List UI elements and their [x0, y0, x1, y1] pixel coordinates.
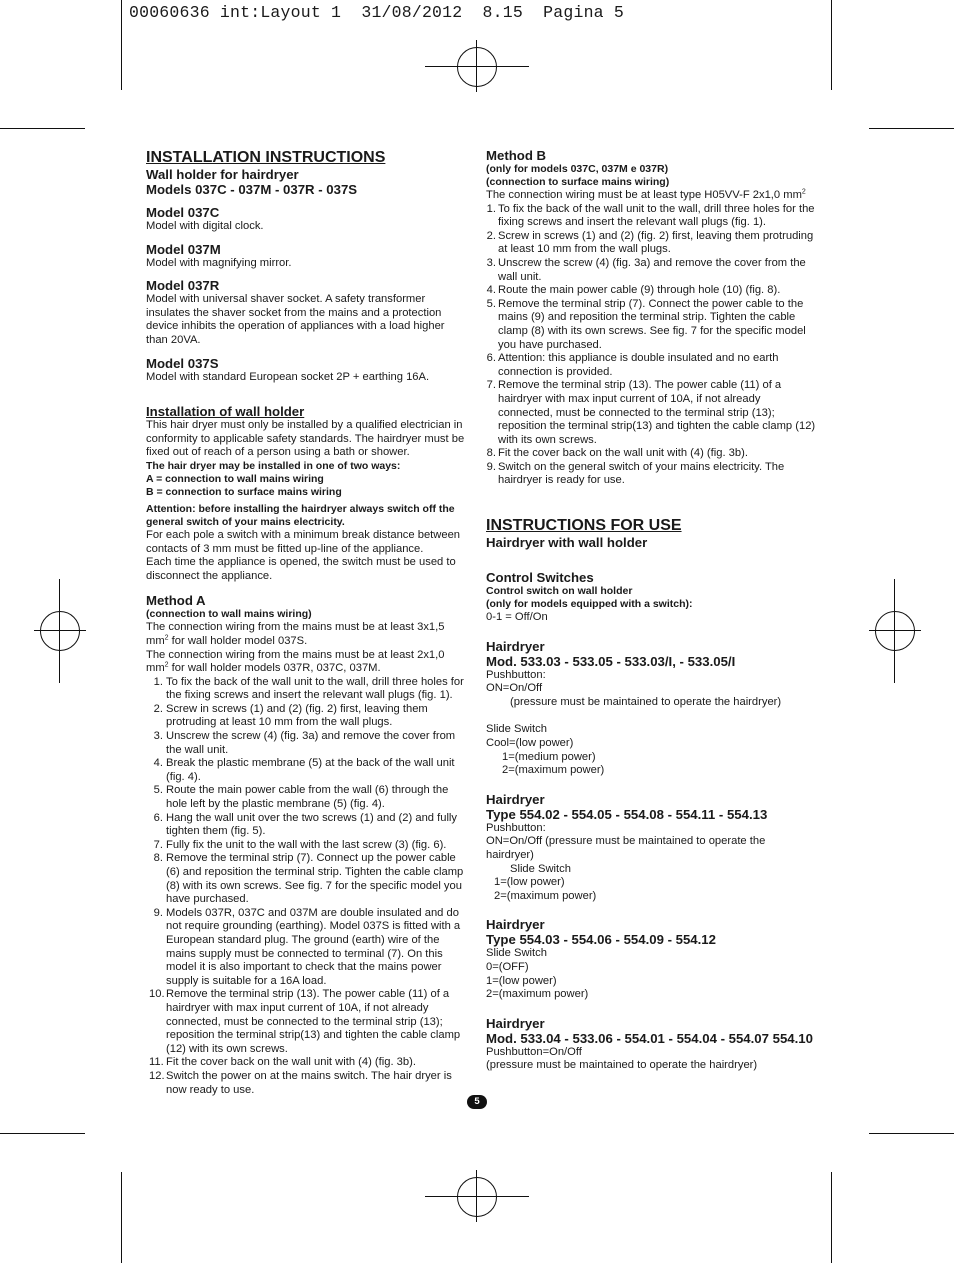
- step-number: 9.: [153, 906, 163, 919]
- crop-mark-bottom-left-v: [121, 1172, 122, 1263]
- page-number-badge: 5: [467, 1095, 487, 1109]
- crop-mark-bottom-right-h: [869, 1133, 954, 1134]
- step-item: [149, 784, 466, 811]
- hairdryer-4-line-1: Pushbutton=On/Off: [486, 1045, 582, 1058]
- step-number: 4.: [153, 757, 163, 770]
- step-text: Route the main power cable (9) through hole (10) (fig. 8).: [498, 284, 781, 297]
- hairdryer-1-line-7: 2=(maximum power): [502, 764, 605, 777]
- step-text: Route the main power cable from the wall (6) through the hole left by the plastic membrane (5) (fig. 4).: [166, 784, 449, 811]
- model-037c-desc: Model with digital clock.: [146, 220, 264, 232]
- method-a-paragraph-1: The connection wiring from the mains must be at least 3x1,5 $mm^2$ for wall holder model 037S.: [146, 621, 445, 647]
- model-037c-heading: Model 037C: [146, 205, 220, 220]
- method-a-subheading: (connection to wall mains wiring): [146, 608, 312, 621]
- step-number: 11.: [149, 1056, 164, 1069]
- step-item: [486, 284, 816, 298]
- step-number: 8.: [486, 447, 496, 460]
- method-a-heading: Method A: [146, 593, 206, 609]
- method-a-paragraph-2: The connection wiring from the mains must be at least 2x1,0 $mm^2$ for wall holder models 037R, 037C, 037M.: [146, 648, 445, 675]
- step-number: 12.: [149, 1069, 165, 1082]
- step-item: [149, 730, 466, 757]
- model-037r-desc: Model with universal shaver socket. A safety transformer insulates the shaver socket from the mains and a protection device inhibits the operation of appliances with a load higher than 20VA.: [146, 293, 445, 346]
- step-text: Remove the terminal strip (13). The power cable (11) of a hairdryer with max input current of 10A, if not already connected, must be connected to the terminal strip (13); reposition the terminal strip(13) and tighten the cable clamp (12) with its own screws.: [166, 988, 461, 1055]
- hairdryer-2-line-1: Pushbutton:: [486, 821, 546, 834]
- step-number: 7.: [486, 379, 496, 392]
- step-number: 7.: [153, 838, 163, 851]
- hairdryer-4-line-2: (pressure must be maintained to operate the hairdryer): [486, 1059, 758, 1072]
- step-item: [149, 757, 466, 784]
- step-text: Attention: this appliance is double insulated and no earth connection is provided.: [498, 352, 779, 378]
- crop-mark-bottom-right-v: [831, 1172, 832, 1263]
- model-037s-desc: Model with standard European socket 2P + earthing 16A.: [146, 370, 430, 383]
- crop-mark-bottom-left-h: [0, 1133, 85, 1134]
- crop-mark-top-right-h: [869, 128, 954, 129]
- hairdryer-1-line-6: 1=(medium power): [502, 750, 596, 763]
- hairdryer-4-heading: Hairdryer: [486, 1015, 545, 1031]
- step-text: Fit the cover back on the wall unit with (4) (fig. 3b).: [166, 1056, 416, 1069]
- install-bold-2: A = connection to wall mains wiring: [146, 472, 324, 485]
- method-b-steps: [486, 203, 816, 488]
- step-text: Remove the terminal strip (13). The power cable (11) of a hairdryer with max input current of 10A, if not already connected, must be connected to the terminal strip (13); reposition the terminal strip(13) and tighten the cable clamp (12) with its own screws.: [498, 379, 816, 446]
- step-item: [486, 379, 816, 447]
- hairdryer-2-line-3: Slide Switch: [510, 862, 571, 875]
- step-number: 1.: [486, 202, 496, 215]
- step-number: 3.: [153, 730, 163, 743]
- step-text: Switch on the general switch of your mains electricity. The hairdryer is ready for use.: [498, 460, 785, 487]
- step-item: [486, 203, 816, 230]
- step-number: 2.: [153, 702, 163, 715]
- install-attention: Attention: before installing the hairdryer always switch off the general switch of your mains electricity.: [146, 502, 455, 528]
- step-number: 8.: [153, 852, 163, 865]
- hairdryer-1-line-5: Cool=(low power): [486, 737, 574, 750]
- hairdryer-3-models: Type 554.03 - 554.06 - 554.09 - 554.12: [486, 932, 716, 948]
- wall-holder-subtitle: Wall holder for hairdryer: [146, 167, 299, 182]
- left-column: [146, 148, 466, 1097]
- hairdryer-2-line-4: 1=(low power): [494, 876, 565, 889]
- hairdryer-wall-holder-subtitle: Hairdryer with wall holder: [486, 535, 648, 551]
- step-number: 6.: [153, 811, 163, 824]
- hairdryer-2-line-2: ON=On/Off (pressure must be maintained to operate the hairdryer): [486, 835, 766, 861]
- hairdryer-3-line-2: 0=(OFF): [486, 960, 529, 973]
- control-switches-bold-2: (only for models equipped with a switch):: [486, 598, 693, 611]
- step-item: [149, 839, 466, 853]
- model-037m-heading: Model 037M: [146, 241, 221, 257]
- hairdryer-2-heading: Hairdryer: [486, 791, 545, 807]
- hairdryer-3-heading: Hairdryer: [486, 917, 545, 933]
- step-item: [149, 1070, 466, 1097]
- hairdryer-2-models: Type 554.02 - 554.05 - 554.08 - 554.11 - 554.13: [486, 806, 768, 822]
- install-bold-3: B = connection to surface mains wiring: [146, 485, 342, 498]
- step-text: To fix the back of the wall unit to the wall, drill three holes for the fixing screws and insert the relevant wall plugs (fig. 1).: [166, 675, 464, 702]
- step-text: Break the plastic membrane (5) at the back of the wall unit (fig. 4).: [166, 757, 455, 783]
- model-037s-heading: Model 037S: [146, 355, 219, 371]
- step-text: Remove the terminal strip (7). Connect up the power cable (6) and reposition the terminal strip. Tighten the cable clamp (8) with its own screws. See fig. 7 for the specific model you have purchased.: [166, 852, 464, 906]
- step-number: 5.: [153, 784, 163, 797]
- hairdryer-2-line-5: 2=(maximum power): [494, 889, 597, 902]
- crop-mark-top-left-v: [121, 0, 122, 90]
- step-item: [149, 1056, 466, 1070]
- step-item: [149, 852, 466, 906]
- step-item: [486, 257, 816, 284]
- hairdryer-1-heading: Hairdryer: [486, 638, 545, 654]
- step-item: [486, 447, 816, 461]
- hairdryer-1-line-1: Pushbutton:: [486, 668, 546, 681]
- hairdryer-1-line-2: ON=On/Off: [486, 682, 543, 695]
- hairdryer-1-models: Mod. 533.03 - 533.05 - 533.03/I, - 533.05/I: [486, 653, 736, 669]
- hairdryer-1-line-4: Slide Switch: [486, 723, 547, 736]
- step-text: Unscrew the screw (4) (fig. 3a) and remove the cover from the wall unit.: [498, 256, 806, 283]
- step-item: [149, 988, 466, 1056]
- install-paragraph-1: This hair dryer must only be installed by a qualified electrician in conformity to applicable safety standards. The hairdryer must be fixed out of reach of a person using a bath or shower.: [146, 419, 465, 459]
- step-item: [149, 907, 466, 989]
- models-subtitle: Models 037C - 037M - 037R - 037S: [146, 182, 358, 197]
- hairdryer-3-line-1: Slide Switch: [486, 947, 547, 960]
- installation-wall-holder-heading: Installation of wall holder: [146, 404, 305, 420]
- step-text: Remove the terminal strip (7). Connect the power cable to the mains (9) and reposition the terminal strip. Tighten the cable clamp (8) with its own screws. See fig. 7 for the specific model you have purchased.: [498, 297, 806, 351]
- installation-title: INSTALLATION INSTRUCTIONS: [146, 149, 386, 166]
- step-item: [486, 352, 816, 379]
- instructions-for-use-title: INSTRUCTIONS FOR USE: [486, 517, 682, 535]
- step-item: [149, 703, 466, 730]
- step-item: [149, 676, 466, 703]
- install-paragraph-2: For each pole a switch with a minimum break distance between contacts of 3 mm must be fitted up-line of the appliance.: [146, 528, 461, 555]
- step-text: To fix the back of the wall unit to the wall, drill three holes for the fixing screws and insert the relevant wall plugs (fig. 1).: [498, 202, 815, 229]
- control-switches-line: 0-1 = Off/On: [486, 611, 548, 624]
- step-number: 3.: [486, 256, 496, 269]
- step-number: 4.: [486, 284, 496, 297]
- step-number: 9.: [486, 460, 496, 473]
- step-text: Hang the wall unit over the two screws (1) and (2) and fully tighten them (fig. 5).: [166, 811, 458, 838]
- step-text: Models 037R, 037C and 037M are double insulated and do not require grounding (earthing). Model 037S is fitted with a European standard plug. The ground (earth) wire of the mains supply must be connected to terminal (7). On this model it is also important to check that the mains power supply is suitable for a 16A load.: [166, 906, 461, 987]
- crop-mark-top-left-h: [0, 128, 85, 129]
- step-number: 1.: [153, 675, 163, 688]
- step-text: Switch the power on at the mains switch. The hair dryer is now ready to use.: [166, 1069, 452, 1096]
- step-text: Fully fix the unit to the wall with the last screw (3) (fig. 6).: [166, 838, 447, 851]
- method-a-steps: [149, 676, 466, 1097]
- step-number: 6.: [486, 352, 496, 365]
- model-037m-desc: Model with magnifying mirror.: [146, 256, 292, 269]
- right-column: [486, 148, 816, 1073]
- hairdryer-4-models: Mod. 533.04 - 533.06 - 554.01 - 554.04 - 554.07 554.10: [486, 1030, 813, 1046]
- hairdryer-3-line-4: 2=(maximum power): [486, 988, 589, 1001]
- step-text: Unscrew the screw (4) (fig. 3a) and remove the cover from the wall unit.: [166, 730, 456, 756]
- crop-mark-top-right-v: [831, 0, 832, 90]
- control-switches-heading: Control Switches: [486, 570, 594, 586]
- step-number: 2.: [486, 229, 496, 242]
- method-b-subheading-2: (connection to surface mains wiring): [486, 176, 670, 188]
- step-item: [486, 298, 816, 352]
- install-paragraph-3: Each time the appliance is opened, the switch must be used to disconnect the appliance.: [146, 556, 456, 582]
- step-item: [486, 461, 816, 488]
- hairdryer-1-line-3: (pressure must be maintained to operate the hairdryer): [510, 695, 782, 708]
- step-number: 10.: [149, 988, 165, 1001]
- step-text: Screw in screws (1) and (2) (fig. 2) first, leaving them protruding at least 10 mm from the wall plugs.: [498, 229, 814, 256]
- hairdryer-3-line-3: 1=(low power): [486, 974, 557, 987]
- method-b-subheading-1: (only for models 037C, 037M e 037R): [486, 163, 669, 175]
- step-text: Screw in screws (1) and (2) (fig. 2) first, leaving them protruding at least 10 mm from the wall plugs.: [166, 702, 428, 729]
- step-item: [486, 230, 816, 257]
- install-bold-1: The hair dryer may be installed in one of two ways:: [146, 459, 401, 472]
- step-text: Fit the cover back on the wall unit with (4) (fig. 3b).: [498, 447, 748, 460]
- method-b-heading: Method B: [486, 148, 547, 163]
- print-slug: 00060636 int:Layout 1 31/08/2012 8.15 Pagina 5: [129, 3, 624, 22]
- control-switches-bold-1: Control switch on wall holder: [486, 585, 633, 598]
- method-b-paragraph-1: The connection wiring must be at least type H05VV-F 2x1,0 $mm^2$: [486, 188, 806, 201]
- model-037r-heading: Model 037R: [146, 278, 220, 294]
- step-item: [149, 812, 466, 839]
- step-number: 5.: [486, 297, 496, 310]
